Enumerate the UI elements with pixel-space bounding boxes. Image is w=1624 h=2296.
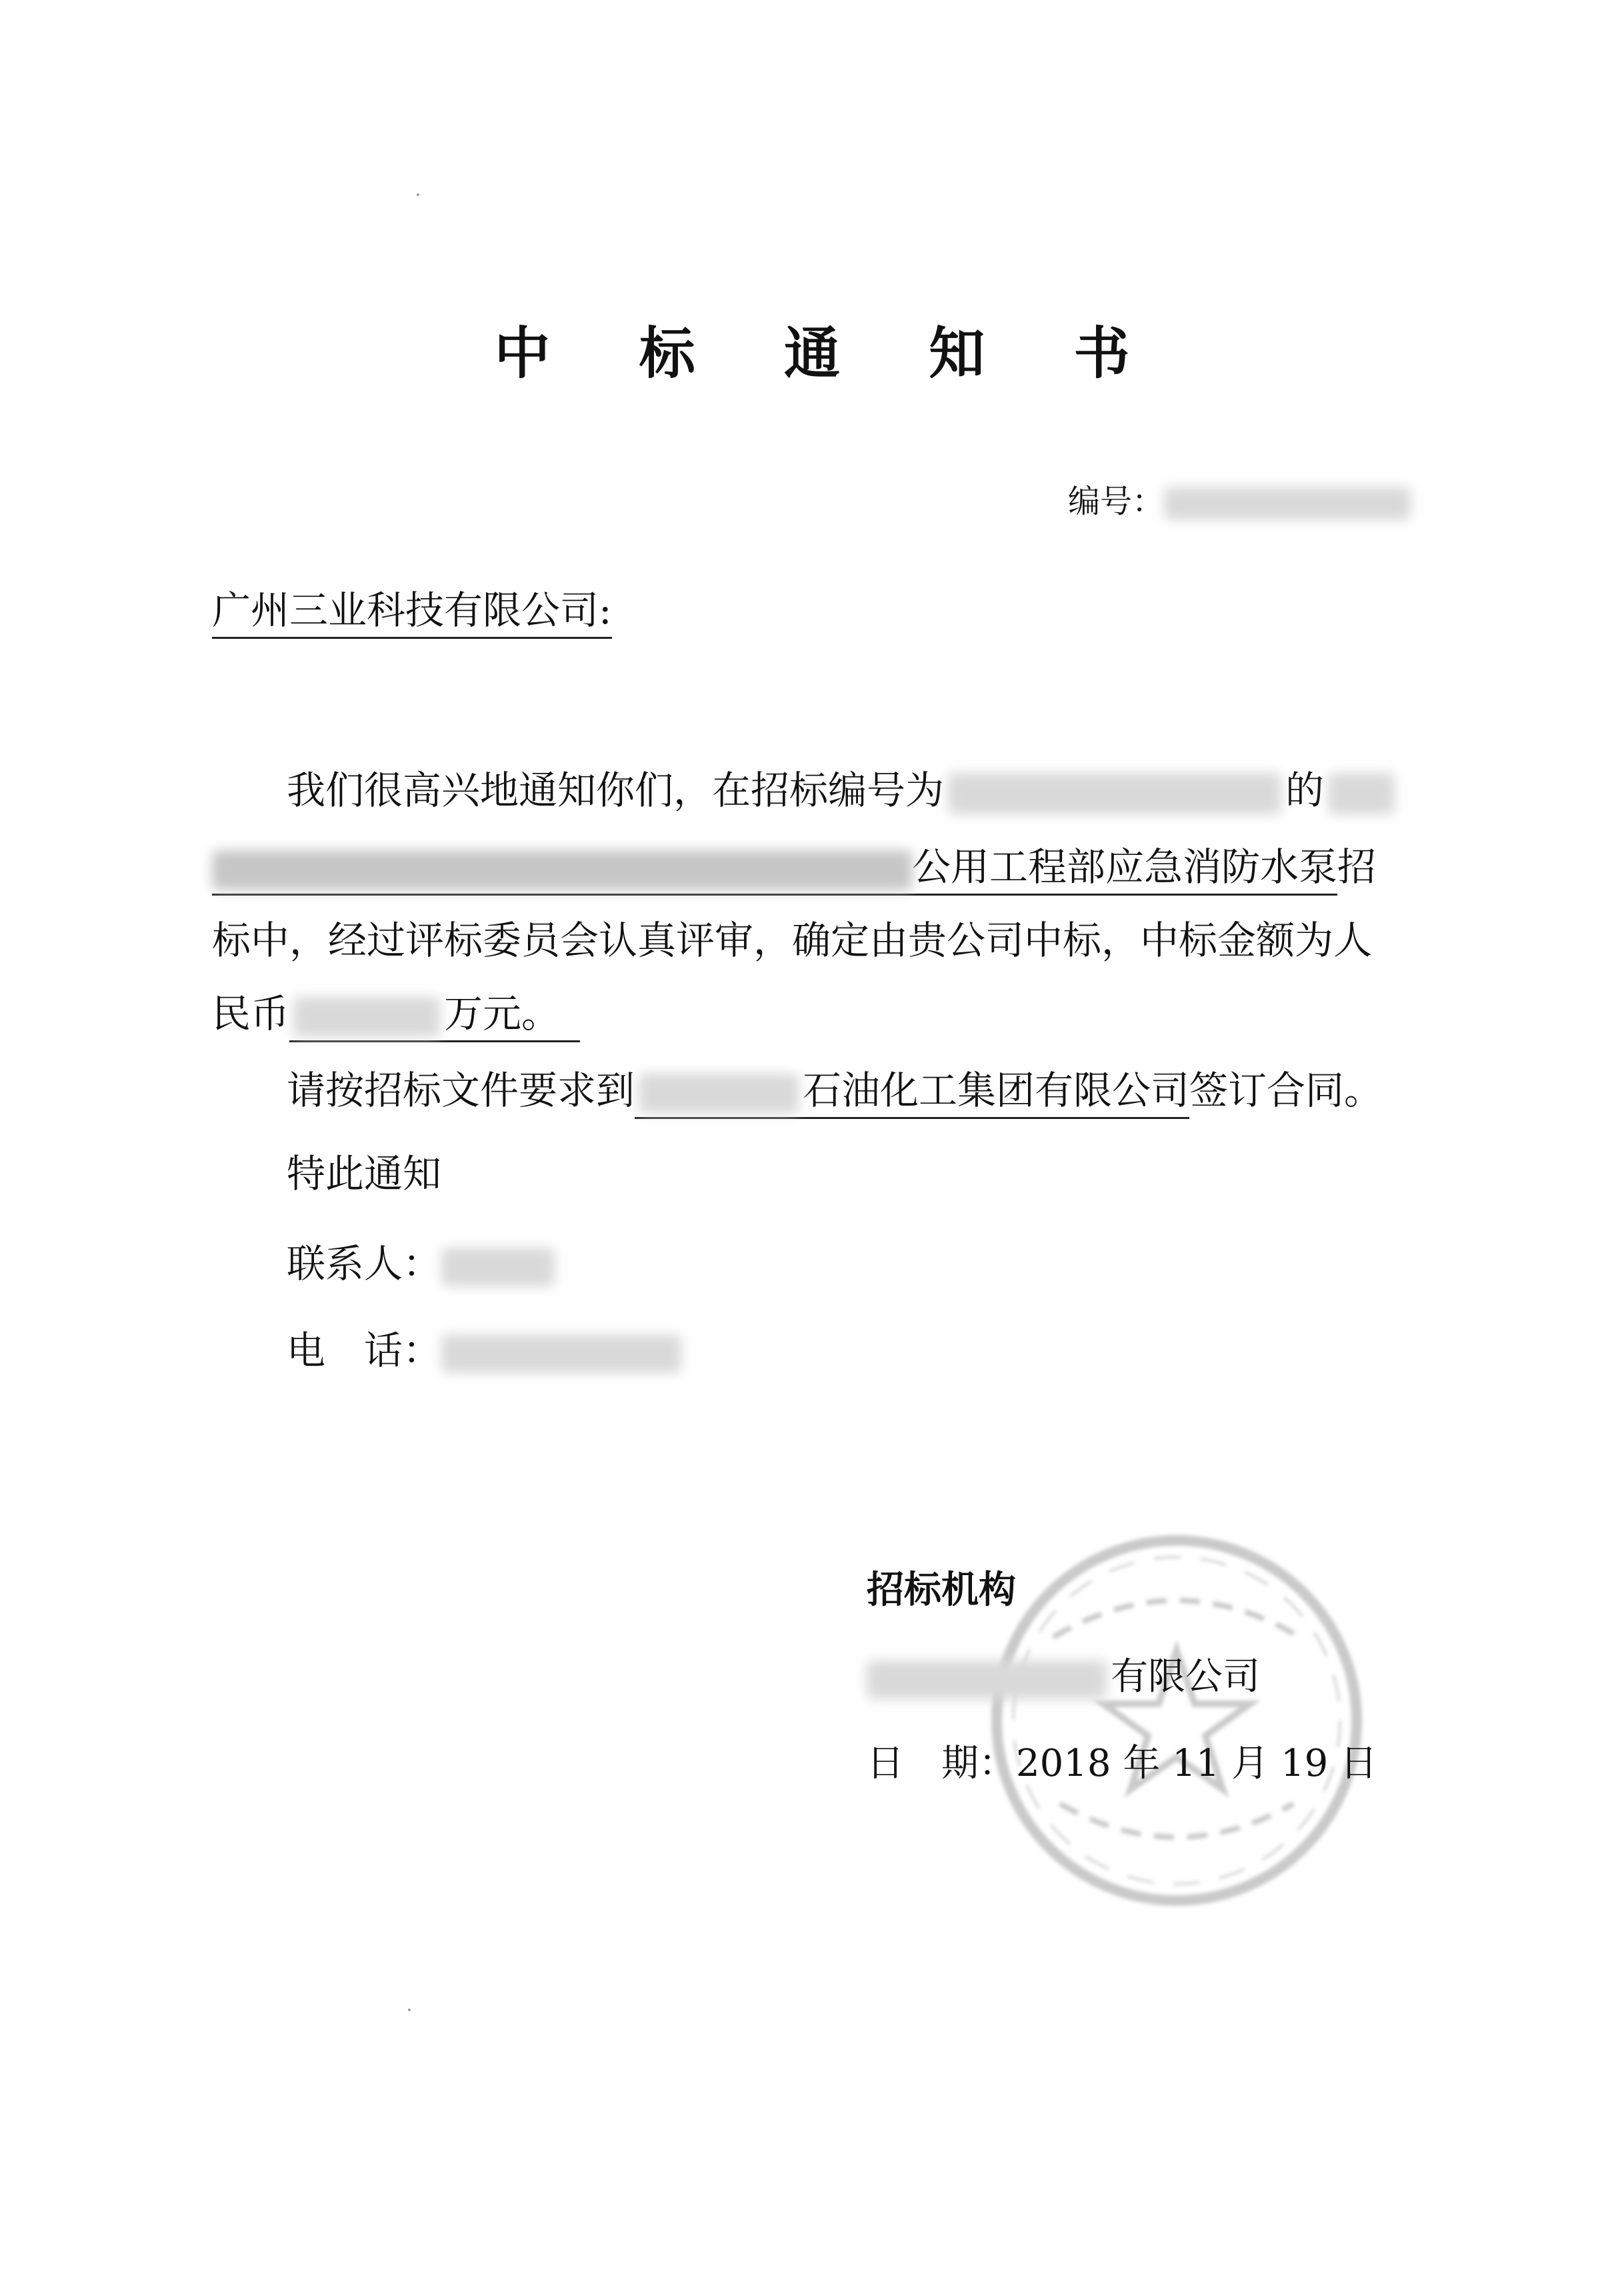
p1-text-b: 的 xyxy=(1285,768,1325,813)
redacted-contact-name xyxy=(441,1248,555,1286)
contract-party: 石油化工集团有限公司 xyxy=(803,1068,1190,1113)
date-value: 2018 年 11 月 19 日 xyxy=(1016,1742,1378,1785)
redacted-owner-b xyxy=(212,850,912,890)
issuer-company-row xyxy=(867,1640,1260,1714)
paragraph-2 xyxy=(287,1054,1383,1127)
p1-text-a: 我们很高兴地通知你们，在招标编号为 xyxy=(287,768,945,813)
page-title: 中 标 通 知 书 xyxy=(494,321,1165,386)
date-label: 日 期： xyxy=(867,1742,1016,1785)
date-row xyxy=(867,1727,1377,1801)
amount-underlined xyxy=(289,987,580,1042)
amount-unit: 万元。 xyxy=(444,991,561,1036)
scan-speck xyxy=(417,193,419,196)
redacted-serial-number xyxy=(1164,487,1411,520)
redacted-issuer-name xyxy=(867,1660,1107,1699)
paragraph-line-2 xyxy=(212,830,1376,904)
p2-text-c: 签订合同。 xyxy=(1189,1068,1383,1113)
contact-label: 联系人： xyxy=(287,1241,442,1286)
contract-party-underlined xyxy=(635,1064,1189,1119)
p1-line4-a: 民币 xyxy=(212,991,290,1036)
redacted-bid-number xyxy=(948,773,1281,814)
serial-number-label: 编号： xyxy=(1067,483,1164,520)
project-name: 公用工程部应急消防水泵 xyxy=(912,844,1338,890)
redacted-amount xyxy=(293,997,440,1037)
issuer-label: 招标机构 xyxy=(867,1568,1016,1612)
redacted-phone-number xyxy=(441,1334,681,1373)
project-name-underlined xyxy=(212,840,1337,896)
paragraph-line-4 xyxy=(212,977,580,1050)
contact-row xyxy=(287,1227,555,1300)
official-seal-icon xyxy=(980,1524,1373,1917)
p2-text-a: 请按招标文件要求到 xyxy=(287,1068,635,1113)
phone-label: 电 话： xyxy=(287,1328,442,1373)
phone-row xyxy=(287,1314,681,1387)
notice-closing: 特此通知 xyxy=(287,1151,442,1196)
recipient-name: 广州三业科技有限公司: xyxy=(212,584,612,639)
issuer-company-suffix: 有限公司 xyxy=(1111,1655,1260,1698)
p1-text-d: 招 xyxy=(1337,844,1377,890)
redacted-owner-a xyxy=(1328,773,1395,814)
scan-speck xyxy=(408,2009,411,2011)
paragraph-line-1 xyxy=(287,754,1395,827)
serial-number-row xyxy=(1068,475,1411,528)
paragraph-line-3: 标中，经过评标委员会认真评审，确定由贵公司中标，中标金额为人 xyxy=(212,918,1373,963)
redacted-party-prefix xyxy=(639,1074,799,1114)
